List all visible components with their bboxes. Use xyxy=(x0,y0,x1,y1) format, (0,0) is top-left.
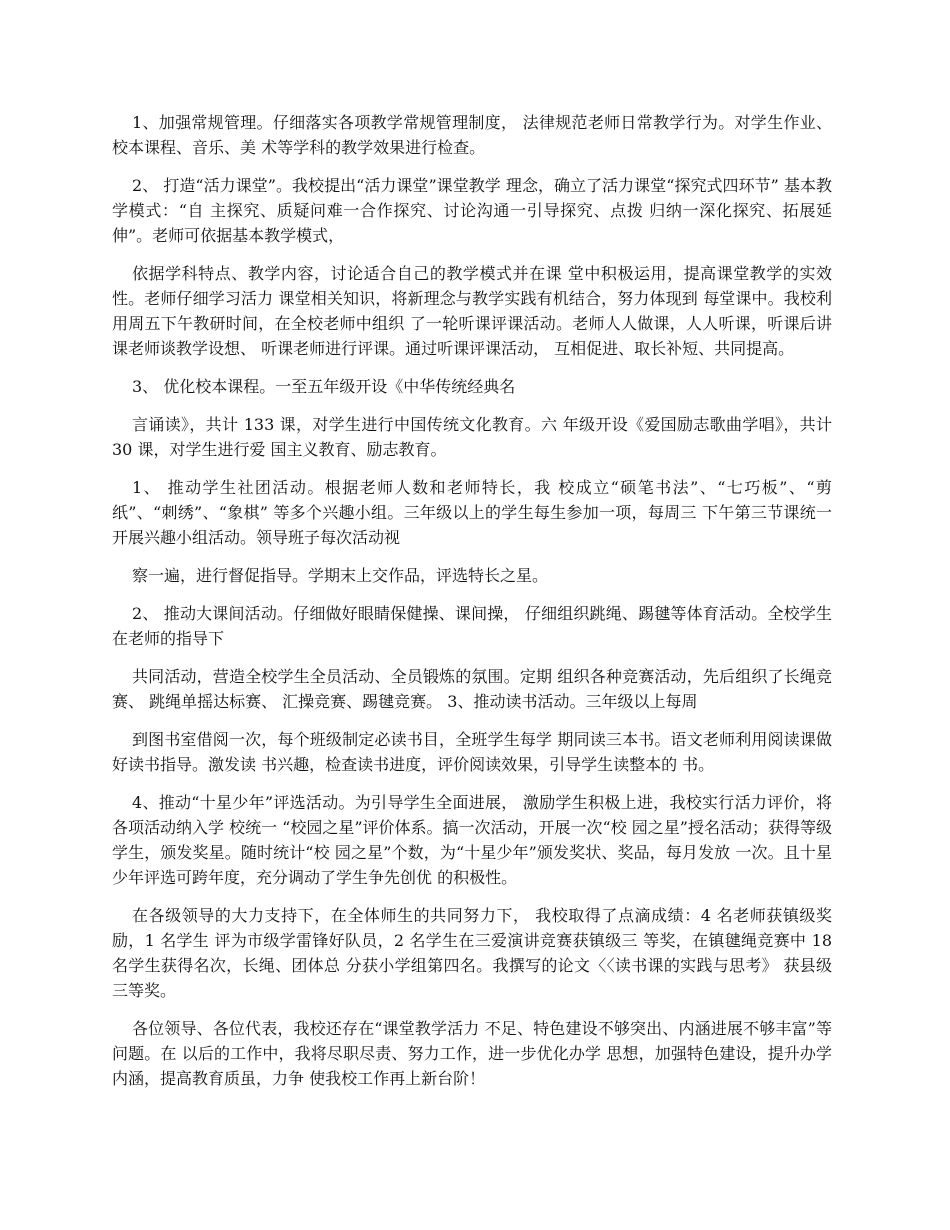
document-body xyxy=(112,110,832,1104)
paragraph: 共同活动，营造全校学生全员活动、全员锻炼的氛围。定期 组织各种竞赛活动，先后组织了长绳竞赛、 跳绳单摇达标赛、 汇操竞赛、踢毽竞赛。 3、推动读书活动。三年级以上每周 xyxy=(112,667,832,711)
paragraph: 4、推动“十星少年”评选活动。为引导学生全面进展， 激励学生积极上进，我校实行活力评价，将各项活动纳入学 校统一 “校园之星”评价体系。搞一次活动，开展一次“校 园之星”授名活动；获得等级学生，颁发奖星。随时统计“校 园之星”个数，为“十星少年”颁发奖状、奖品，每月发放 一次。且十星少年评选可跨年度，充分调动了学生争先创优 的积极性。 xyxy=(112,793,832,887)
paragraph: 1、加强常规管理。仔细落实各项教学常规管理制度， 法律规范老师日常教学行为。对学生作业、校本课程、音乐、美 术等学科的教学效果进行检查。 xyxy=(112,113,832,157)
paragraph: 1、 推动学生社团活动。根据老师人数和老师特长，我 校成立“硕笔书法”、“七巧板”、“剪纸”、“刺绣”、“象棋” 等多个兴趣小组。三年级以上的学生每生参加一项，每周三 下午第三节课统一开展兴趣小组活动。领导班子每次活动视 xyxy=(112,478,832,547)
paragraph: 各位领导、各位代表，我校还存在“课堂教学活力 不足、特色建设不够突出、内涵进展不够丰富”等问题。在 以后的工作中，我将尽职尽责、努力工作，进一步优化办学 思想，加强特色建设，提升办学内涵，提高教育质虽，力争 使我校工作再上新台阶！ xyxy=(112,1019,832,1088)
paragraph: 言诵读》，共计 133 课，对学生进行中国传统文化教育。六 年级开设《爱国励志歌曲学唱》，共计 30 课，对学生进行爱 国主义教育、励志教育。 xyxy=(112,415,832,459)
paragraph: 2、 推动大课间活动。仔细做好眼睛保健操、课间操， 仔细组织跳绳、踢毽等体育活动。全校学生在老师的指导下 xyxy=(112,604,832,648)
paragraph: 依据学科特点、教学内容，讨论适合自己的教学模式并在课 堂中积极运用，提高课堂教学的实效性。老师仔细学习活力 课堂相关知识，将新理念与教学实践有机结合，努力体现到 每堂课中。我校利用周五下午教研时间，在全校老师中组织 了一轮听课评课活动。老师人人做课，人人听课，听课后讲 课老师谈教学设想、 听课老师进行评课。通过听课评课活动， 互相促进、取长补短、共同提高。 xyxy=(112,264,832,358)
paragraph: 2、 打造“活力课堂”。我校提出“活力课堂”课堂教学 理念，确立了活力课堂“探究式四环节” 基本教学模式：“自 主探究、质疑问难一合作探究、讨论沟通一引导探究、点拨 归纳一深化探究、拓展延伸”。老师可依据基本教学模式， xyxy=(112,176,832,245)
paragraph: 3、 优化校本课程。一至五年级开设《中华传统经典名 xyxy=(132,377,516,396)
paragraph: 到图书室借阅一次，每个班级制定必读书目，全班学生每学 期同读三本书。语文老师利用阅读课做好读书指导。激发读 书兴趣，检查读书进度，评价阅读效果，引导学生读整本的 书。 xyxy=(112,730,832,774)
paragraph: 在各级领导的大力支持下，在全体师生的共同努力下， 我校取得了点滴成绩：4 名老师获镇级奖励，1 名学生 评为市级学雷锋好队员，2 名学生在三爱演讲竞赛获镇级三 等奖，在镇毽绳竞赛中 18 名学生获得名次，长绳、团体总 分获小学组第四名。我撰写的论文〈〈读书课的实践与思考》 获县级三等奖。 xyxy=(112,906,832,1000)
paragraph: 察一遍，进行督促指导。学期末上交作品，评选特长之星。 xyxy=(132,566,549,585)
